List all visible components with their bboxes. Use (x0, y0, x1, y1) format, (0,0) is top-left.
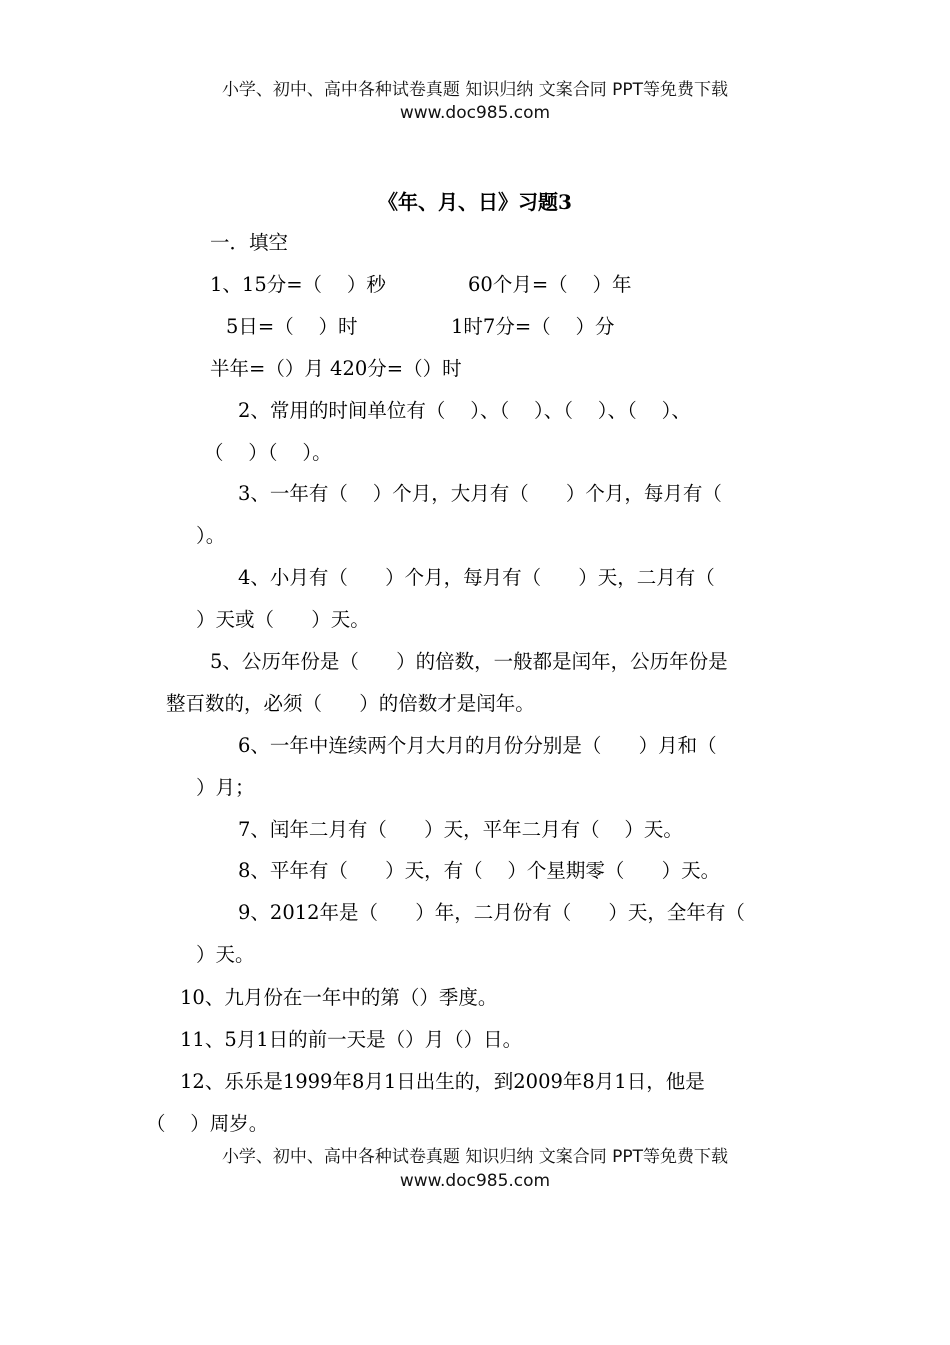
header-line-1: 小学、初中、高中各种试卷真题 知识归纳 文案合同 PPT等免费下载 (221, 80, 729, 100)
q4-line-2: ）天或（ ）天。 (196, 608, 370, 631)
q1-c: 5日=（ ）时 (226, 315, 358, 338)
q1-d: 1时7分=（ ）分 (451, 315, 615, 338)
q5-line-2: 整百数的，必须（ ）的倍数才是闰年。 (166, 692, 535, 715)
q6-line-2: ）月； (196, 776, 255, 799)
q6-line-1: 6、一年中连续两个月大月的月份分别是（ ）月和（ (238, 734, 717, 757)
q12-line-1: 12、乐乐是1999年8月1日出生的，到2009年8月1日，他是 (180, 1070, 705, 1093)
q4-line-1: 4、小月有（ ）个月，每月有（ ）天，二月有（ (238, 566, 715, 589)
q2-line-1: 2、常用的时间单位有（ ）、（ ）、（ ）、（ ）、 (238, 399, 691, 422)
q1-b: 60个月=（ ）年 (468, 273, 632, 296)
header-url[interactable]: www.doc985.com (399, 103, 551, 123)
q8: 8、平年有（ ）天，有（ ）个星期零（ ）天。 (238, 859, 721, 882)
q3-line-2: ）。 (196, 524, 226, 547)
q9-line-2: ）天。 (196, 943, 255, 966)
q5-line-1: 5、公历年份是（ ）的倍数，一般都是闰年，公历年份是 (210, 650, 728, 673)
page-title: 《年、月、日》习题3 (378, 190, 572, 214)
q10: 10、九月份在一年中的第（）季度。 (180, 986, 498, 1009)
q11: 11、5月1日的前一天是（）月（）日。 (180, 1028, 523, 1051)
q12-line-2: （ ）周岁。 (146, 1112, 269, 1135)
section-heading: 一．填空 (210, 231, 289, 254)
footer-line-1: 小学、初中、高中各种试卷真题 知识归纳 文案合同 PPT等免费下载 (221, 1147, 729, 1167)
q1-e: 半年=（）月 420分=（）时 (210, 357, 462, 380)
footer-url[interactable]: www.doc985.com (399, 1171, 551, 1191)
q9-line-1: 9、2012年是（ ）年，二月份有（ ）天，全年有（ (238, 901, 745, 924)
q2-line-2: （ ）（ ）。 (204, 441, 332, 464)
q7: 7、闰年二月有（ ）天，平年二月有（ ）天。 (238, 818, 683, 841)
q1-a: 1、15分=（ ）秒 (210, 273, 386, 296)
q3-line-1: 3、一年有（ ）个月，大月有（ ）个月，每月有（ (238, 482, 722, 505)
